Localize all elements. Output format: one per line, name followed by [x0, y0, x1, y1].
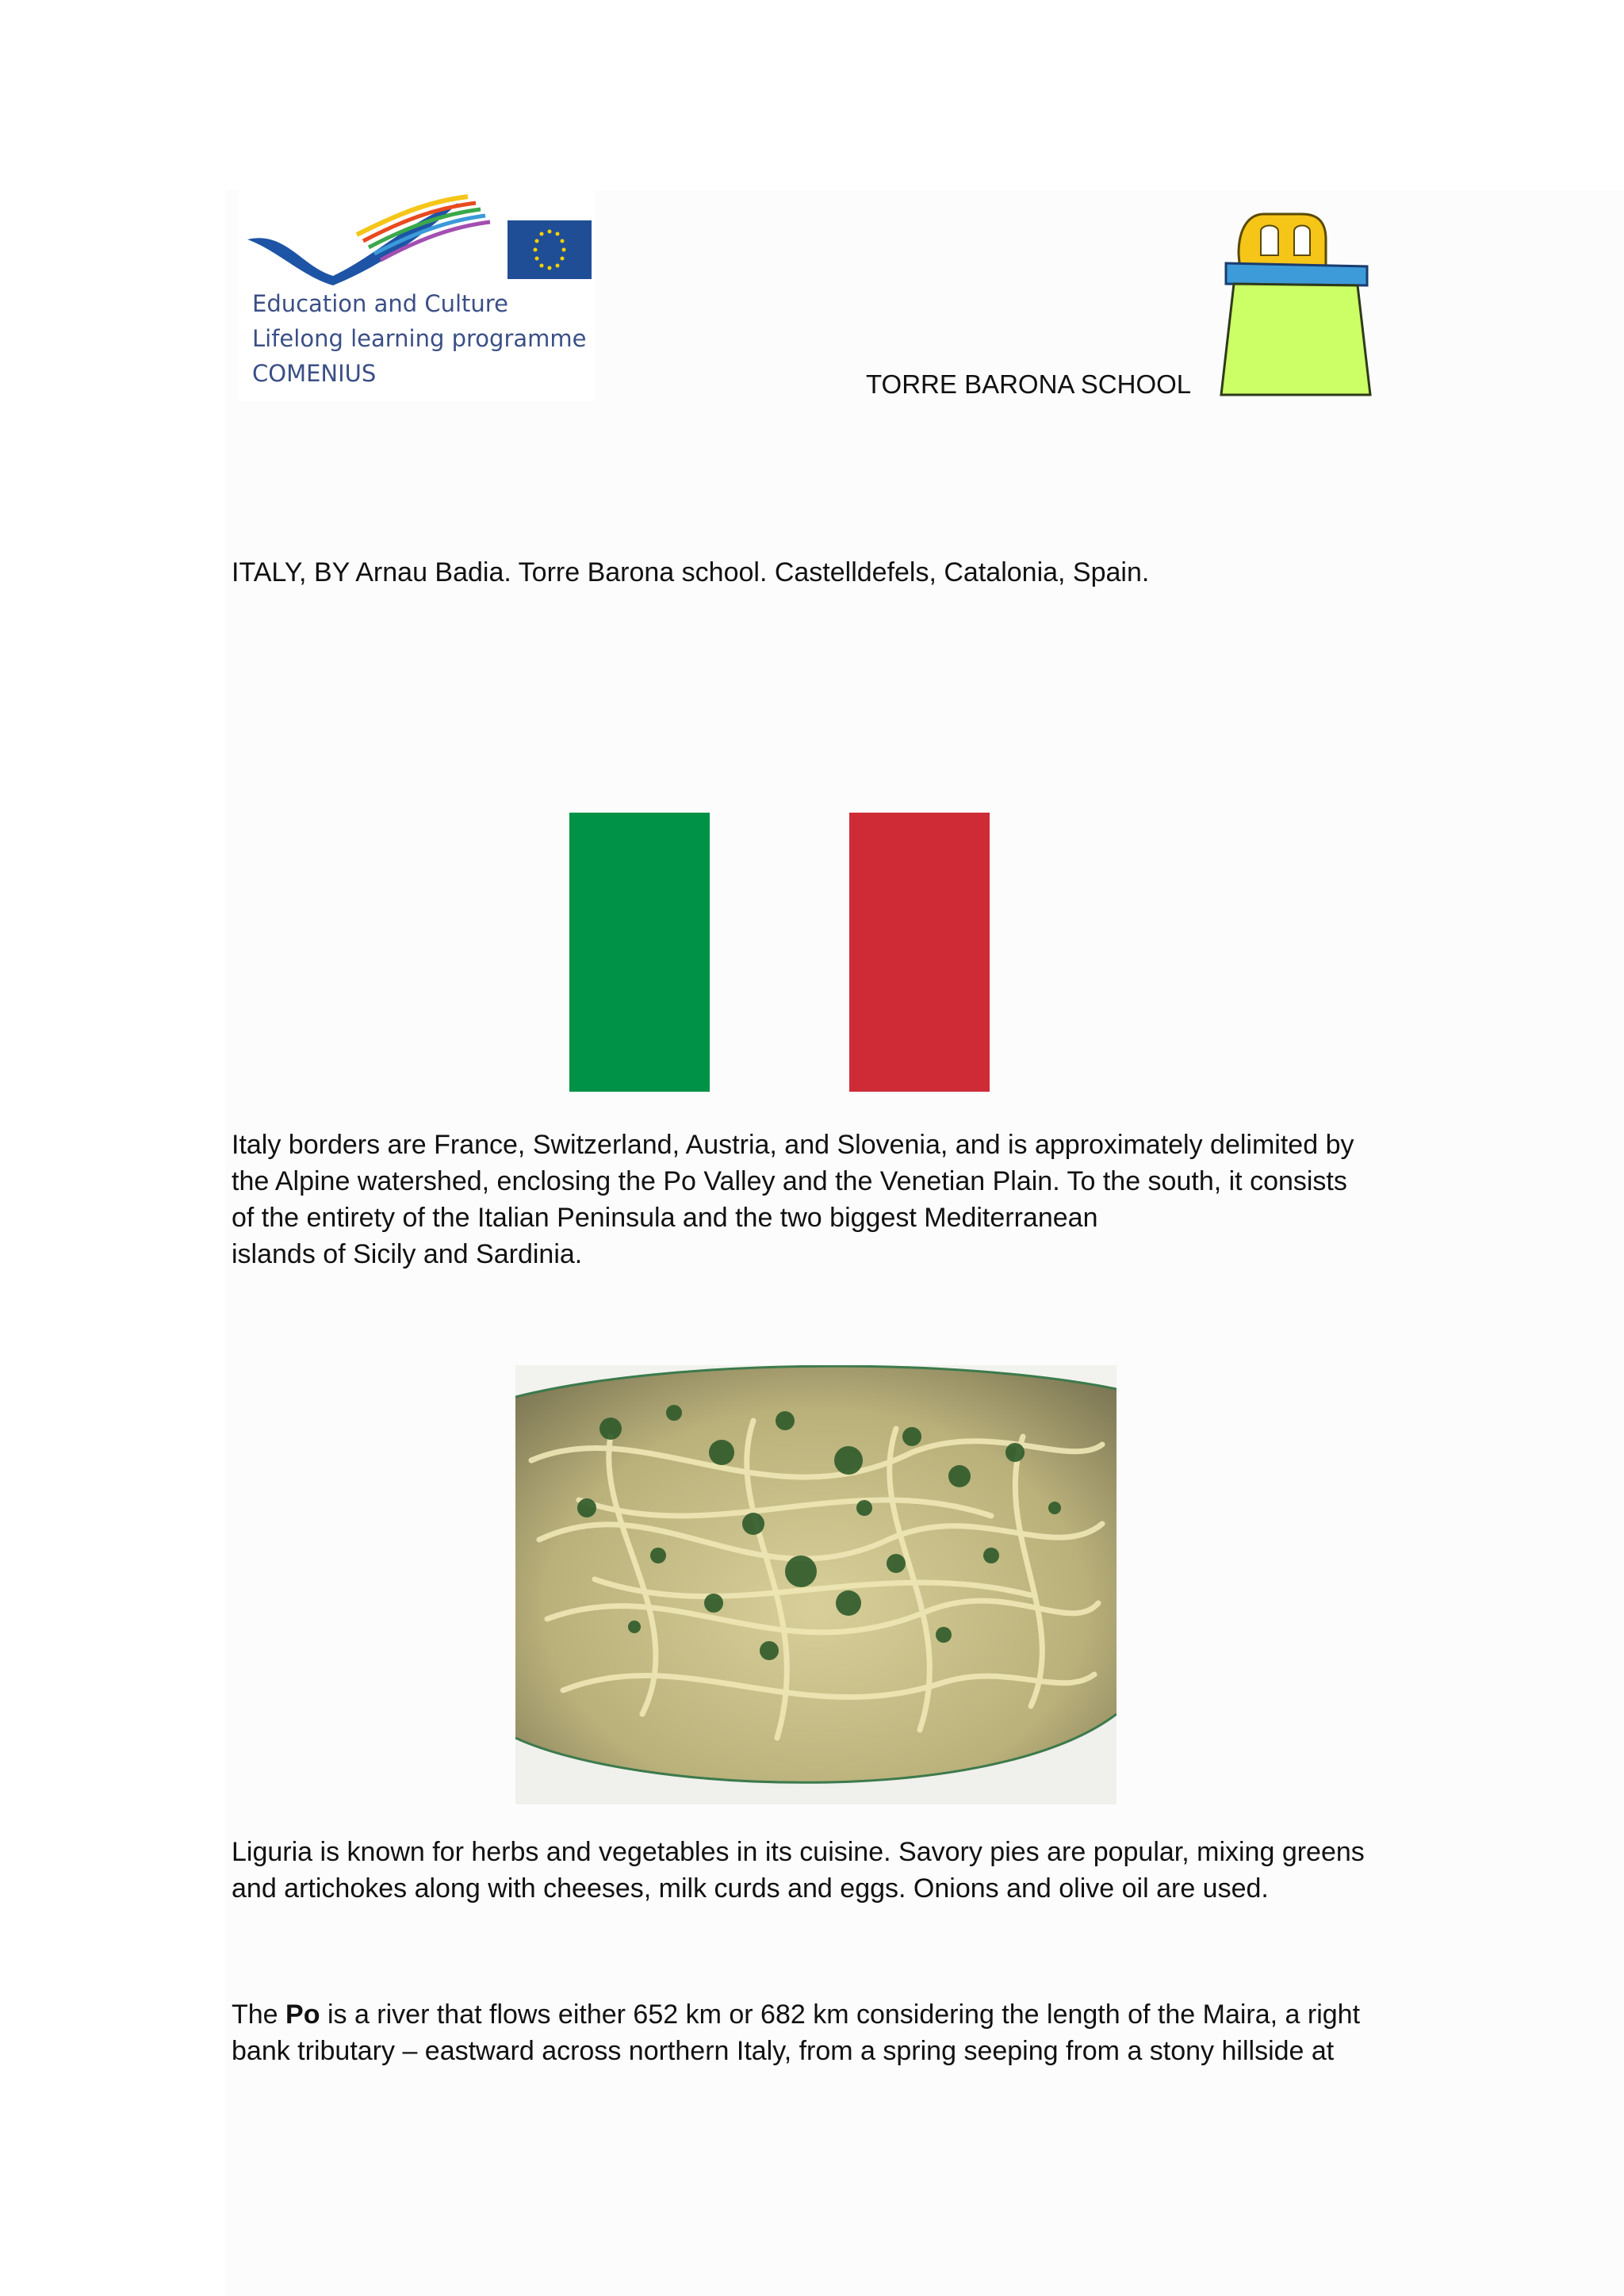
- italian-flag-icon: [569, 813, 990, 1092]
- po-bold-word: Po: [285, 1999, 320, 2030]
- po-line-1: [232, 1996, 1360, 2033]
- logo-text-line-2: Lifelong learning programme: [252, 325, 587, 352]
- borders-line-1: Italy borders are France, Switzerland, Austria, and Slovenia, and is approximately delimited by: [232, 1130, 1354, 1160]
- flag-green-stripe: [569, 813, 710, 1092]
- school-name: TORRE BARONA SCHOOL: [866, 369, 1192, 399]
- eu-comenius-logo: [238, 187, 595, 401]
- eu-flag-icon: [508, 220, 592, 279]
- tower-logo-icon: [1215, 208, 1389, 401]
- pasta-pesto-photo-icon: [515, 1365, 1116, 1804]
- cuisine-paragraph: [232, 1834, 1365, 1907]
- borders-line-4: islands of Sicily and Sardinia.: [232, 1239, 583, 1269]
- flag-red-stripe: [849, 813, 990, 1092]
- flag-white-stripe: [710, 813, 850, 1092]
- cuisine-line-1: Liguria is known for herbs and vegetables in its cuisine. Savory pies are popular, mixing greens: [232, 1837, 1365, 1867]
- document-title: ITALY, BY Arnau Badia. Torre Barona school. Castelldefels, Catalonia, Spain.: [232, 557, 1150, 587]
- po-lead: The: [232, 1999, 286, 2030]
- borders-line-2: the Alpine watershed, enclosing the Po Valley and the Venetian Plain. To the south, it consists: [232, 1166, 1347, 1196]
- logo-text-line-3: COMENIUS: [252, 360, 377, 387]
- po-paragraph: [232, 1996, 1360, 2069]
- borders-line-3: of the entirety of the Italian Peninsula and the two biggest Mediterranean: [232, 1203, 1098, 1233]
- po-line-2: bank tributary – eastward across northern Italy, from a spring seeping from a stony hillside at: [232, 2036, 1335, 2066]
- po-rest: is a river that flows either 652 km or 682 km considering the length of the Maira, a right: [320, 1999, 1361, 2030]
- cuisine-line-2: and artichokes along with cheeses, milk curds and eggs. Onions and olive oil are used.: [232, 1873, 1269, 1904]
- logo-text-line-1: Education and Culture: [252, 290, 508, 317]
- borders-paragraph: [232, 1127, 1354, 1272]
